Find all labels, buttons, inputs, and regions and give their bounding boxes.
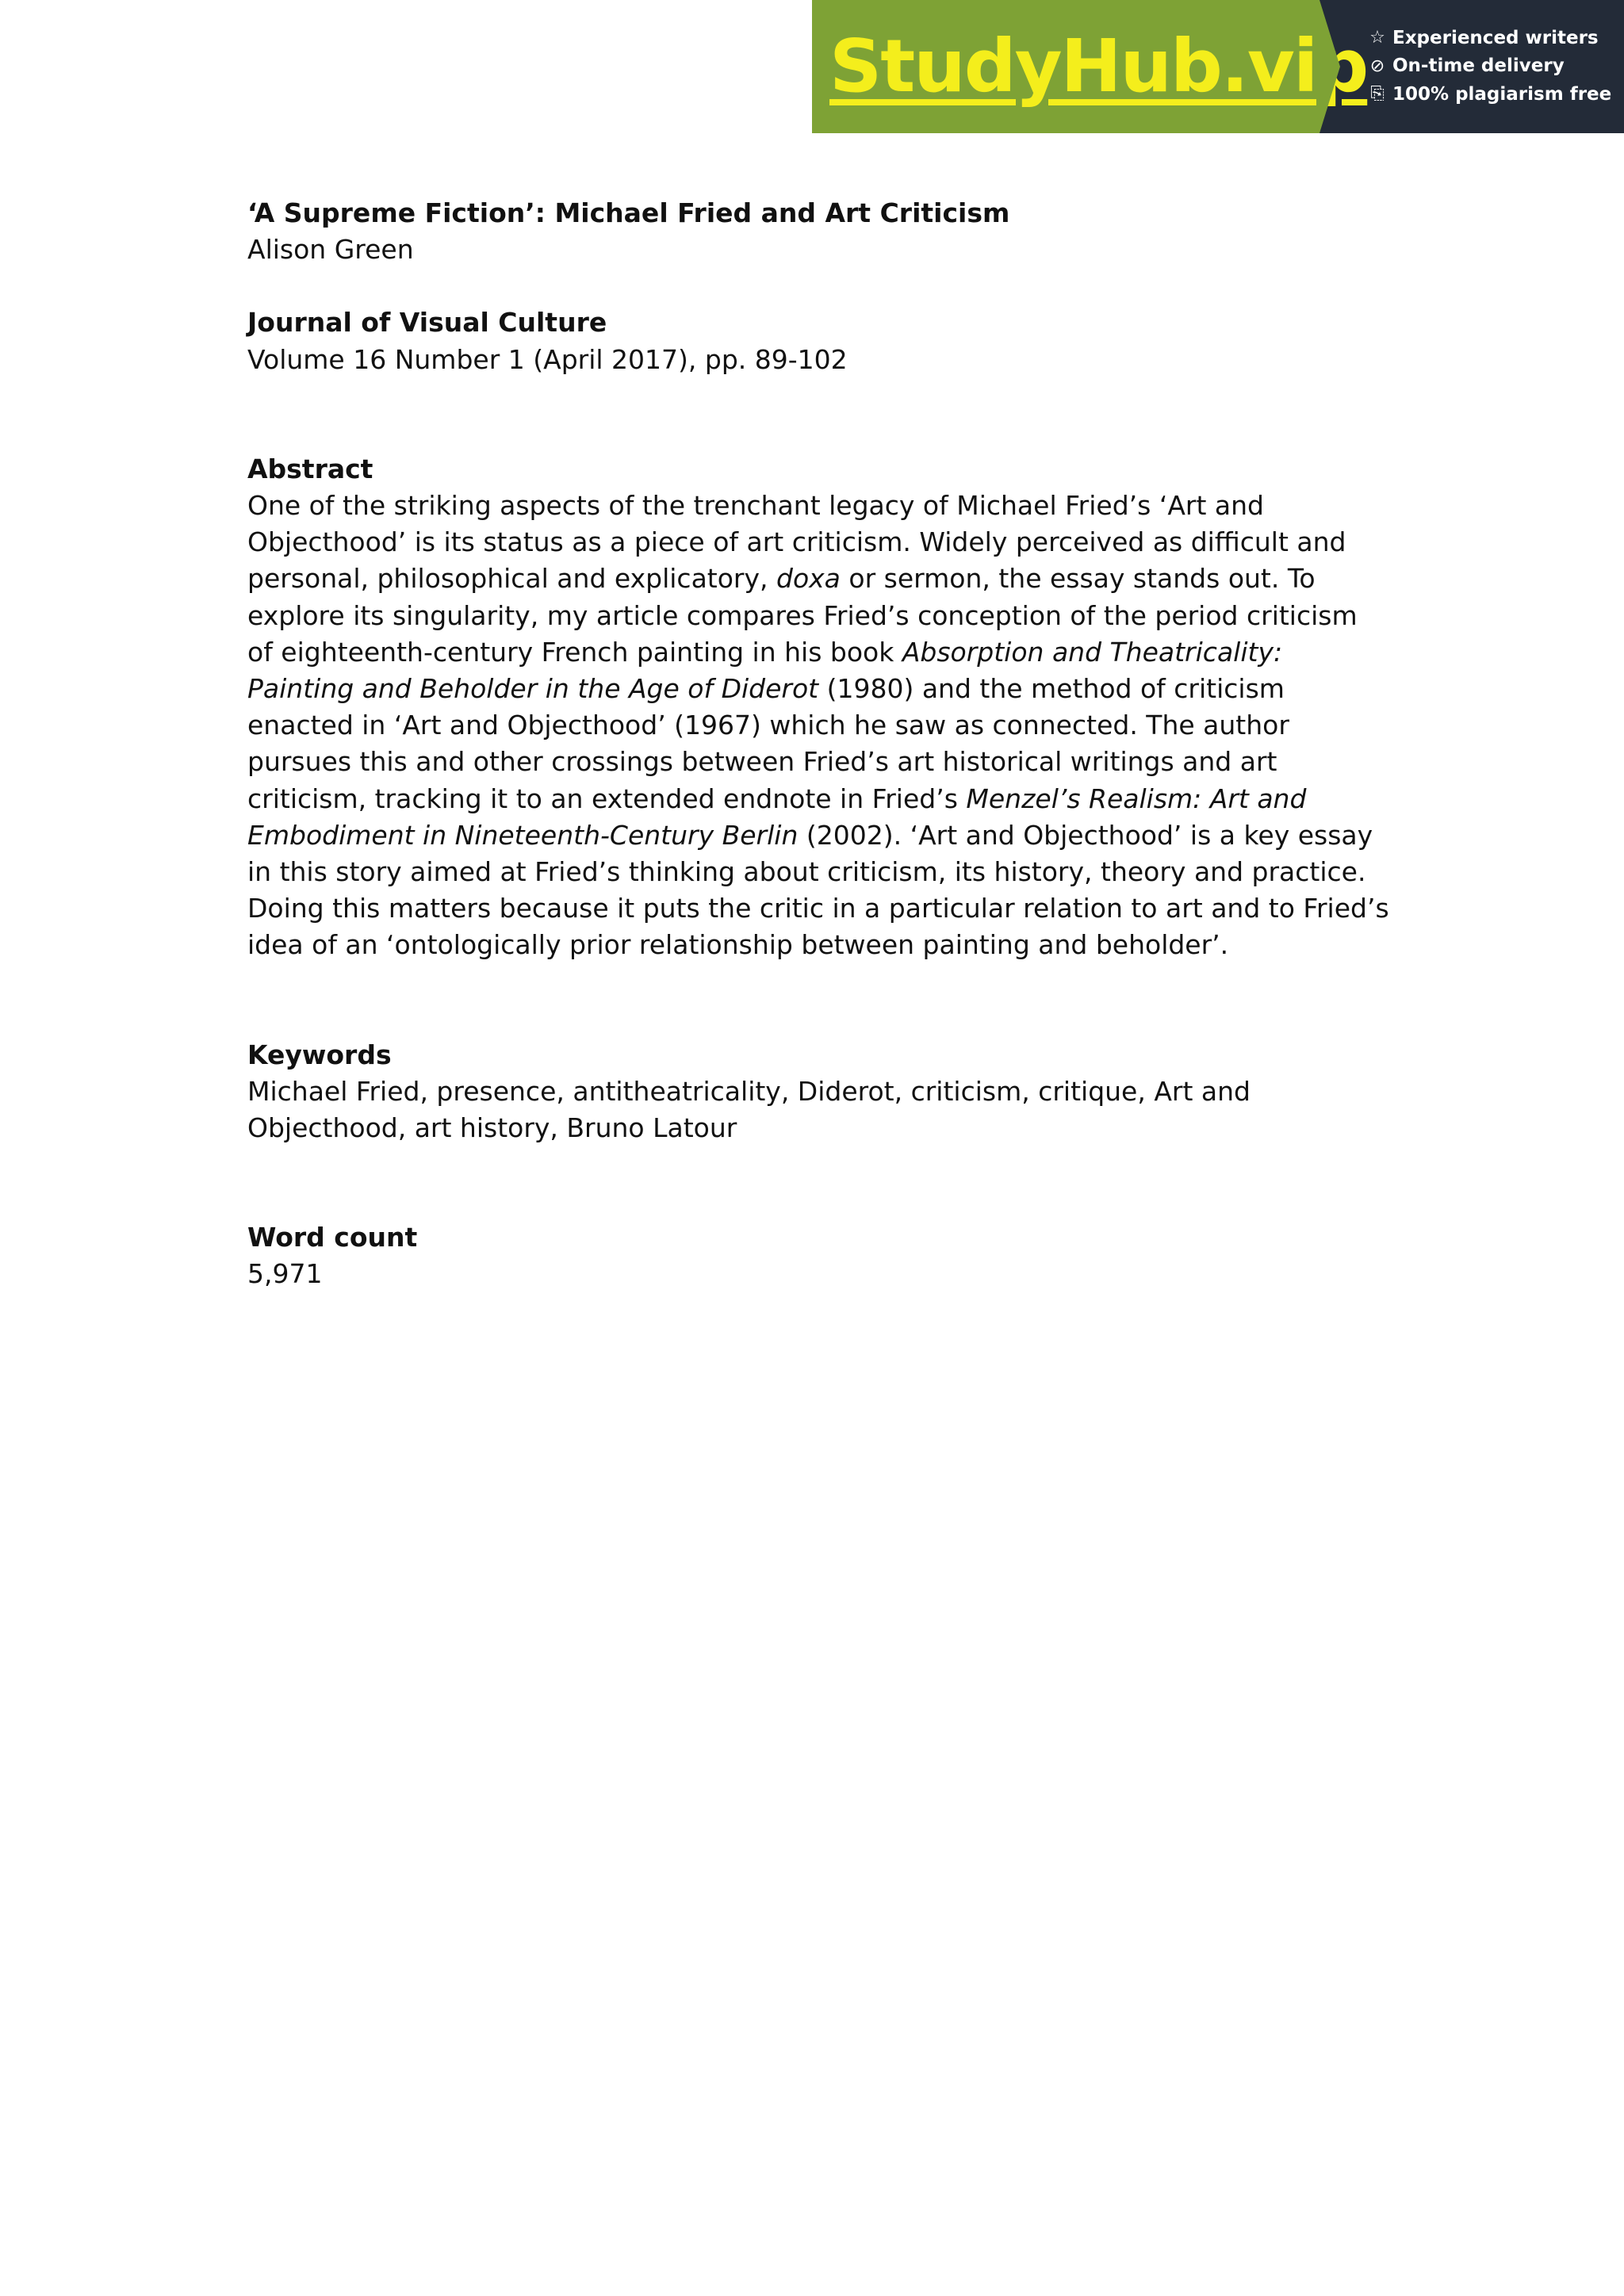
document bbox=[247, 195, 1389, 1293]
journal-volume: Volume 16 Number 1 (April 2017), pp. 89-102 bbox=[247, 343, 848, 375]
word-count-value: 5,971 bbox=[247, 1258, 323, 1290]
abstract-text-part: or sermon, the essay stands out. To explore its singularity, my article compares Fried’s conception of the period criticism of eighteenth-century French painting in his book bbox=[247, 563, 1358, 668]
abstract-italic: doxa bbox=[776, 563, 841, 595]
copy-icon: ⎘ bbox=[1370, 84, 1385, 105]
feature-label: Experienced writers bbox=[1392, 27, 1599, 48]
feature-item bbox=[1369, 55, 1624, 78]
abstract-italic: Absorption and Theatricality: Painting and Beholder in the Age of Diderot bbox=[247, 636, 1283, 705]
keywords-heading: Keywords bbox=[247, 1039, 392, 1070]
journal-name: Journal of Visual Culture bbox=[247, 307, 607, 339]
feature-item bbox=[1369, 84, 1624, 106]
ad-banner[interactable] bbox=[812, 0, 1624, 133]
feature-item bbox=[1369, 28, 1624, 50]
abstract-text bbox=[247, 488, 1389, 964]
spacer bbox=[247, 1146, 1389, 1219]
brand-logo[interactable]: StudyHub.vip bbox=[829, 24, 1368, 109]
spacer bbox=[247, 268, 1389, 304]
word-count-heading: Word count bbox=[247, 1222, 418, 1253]
spacer bbox=[247, 964, 1389, 1037]
star-icon: ☆ bbox=[1369, 28, 1385, 48]
brand-panel[interactable] bbox=[812, 0, 1368, 133]
clock-icon: ⊘ bbox=[1369, 55, 1385, 76]
article-author: Alison Green bbox=[247, 234, 414, 266]
feature-label: On-time delivery bbox=[1392, 55, 1565, 77]
spacer bbox=[247, 378, 1389, 451]
keywords-text: Michael Fried, presence, antitheatricality, Diderot, criticism, critique, Art and Objecthood, art history, Bruno Latour bbox=[247, 1075, 1251, 1144]
abstract-text-part: (1980) and the method of criticism enacted in ‘Art and Objecthood’ (1967) which he saw as connected. The author pursues this and other crossings between Fried’s art historical writings and art criticism, tracking it to an extended endnote in Fried’s bbox=[247, 673, 1289, 814]
abstract-heading: Abstract bbox=[247, 453, 373, 484]
abstract-text-part: (2002). ‘Art and Objecthood’ is a key essay in this story aimed at Fried’s thinking about criticism, its history, theory and practice. Doing this matters because it puts the critic in a particular relation to art and to Fried’s idea of an ‘ontologically prior relationship between painting and beholder’. bbox=[247, 819, 1389, 961]
article-title: ‘A Supreme Fiction’: Michael Fried and Art Criticism bbox=[247, 197, 1010, 228]
abstract-italic: Menzel’s Realism: Art and Embodiment in Nineteenth-Century Berlin bbox=[247, 783, 1307, 851]
feature-label: 100% plagiarism free bbox=[1392, 83, 1612, 105]
abstract-text-part: One of the striking aspects of the trenchant legacy of Michael Fried’s ‘Art and Objecthood’ is its status as a piece of art criticism. Widely perceived as difficult and personal, philosophical and explicatory, bbox=[247, 490, 1346, 595]
